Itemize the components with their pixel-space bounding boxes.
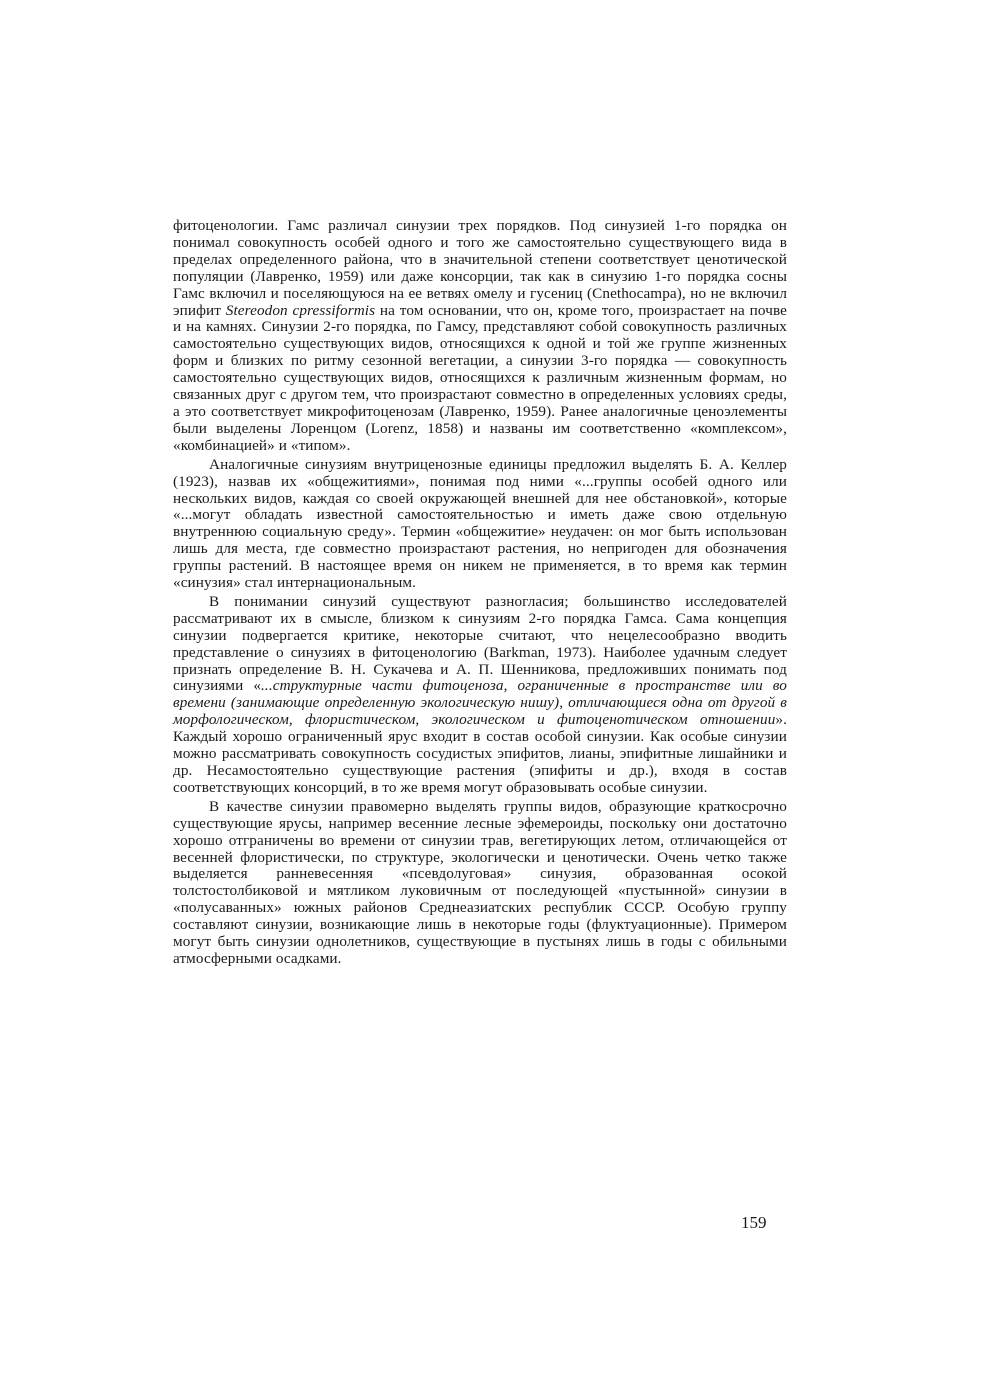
- paragraph-2: [173, 457, 787, 592]
- paragraph-3-text-b: ». Каждый хорошо ограниченный ярус входит в состав особой синузии. Как особые синузии можно рассматривать совокупность сосудистых эпифитов, лианы, эпифитные лишайники и др. Несамостоятельно существующие растения (эпифиты и др.), входя в состав соответствующих консорций, в то же время могут образовывать особые синузии.: [173, 711, 787, 796]
- paragraph-1-species-name: Stereodon cpressiformis: [225, 301, 376, 319]
- paragraph-1-text-b: на том основании, что он, кроме того, произрастает на почве и на камнях. Синузии 2-го порядка, по Гамсу, представляют собой совокупность различных самостоятельно существующих видов, относящихся к одной и той же группе жизненных форм и близких по ритму сезонной вегетации, а синузии 3-го порядка — совокупность самостоятельно существующих видов, относящихся к различным жизненным формам, но связанных друг с другом тем, что произрастают совместно в определенных условиях среды, а это соответствует микрофитоценозам (Лавренко, 1959). Ранее аналогичные ценоэлементы были выделены Лоренцом (Lorenz, 1858) и названы им соответственно «комплексом», «комбинацией» и «типом».: [173, 301, 787, 454]
- paragraph-3-definition-quote: ...структурные части фитоценоза, ограниченные в пространстве или во времени (занимающие определенную экологическую нишу), отличающиеся одна от другой в морфологическом, флористическом, экологическом и фитоценотическом отношении: [173, 677, 787, 729]
- paragraph-3-text-a: В понимании синузий существуют разногласия; большинство исследователей рассматривают их в смысле, близком к синузиям 2-го порядка Гамса. Сама концепция синузии подвергается критике, некоторые считают, что нецелесообразно вводить представление о синузиях в фитоценологию (Barkman, 1973). Наиболее удачным следует признать определение В. Н. Сукачева и А. П. Шенникова, предложивших понимать под синузиями «: [173, 592, 787, 695]
- paragraph-4: [173, 799, 787, 968]
- paragraph-4-text: В качестве синузии правомерно выделять группы видов, образующие краткосрочно существующие ярусы, например весенние лесные эфемероиды, поскольку они достаточно хорошо отграничены во времени от синузии трав, вегетирующих летом, отличающейся от весенней флористически, по структуре, экологически и ценотически. Очень четко также выделяется ранневесенняя «псевдолуговая» синузия, образованная осокой толстостолбиковой и мятликом луковичным от последующей «пустынной» синузии в «полусаванных» южных районов Среднеазиатских республик СССР. Особую группу составляют синузии, возникающие лишь в некоторые годы (флуктуационные). Примером могут быть синузии однолетников, существующие в пустынях лишь в годы с обильными атмосферными осадками.: [173, 797, 787, 967]
- paragraph-3: [173, 594, 787, 797]
- page-number: 159: [741, 1213, 767, 1232]
- paragraph-2-text: Аналогичные синузиям внутриценозные единицы предложил выделять Б. А. Келлер (1923), назвав их «общежитиями», понимая под ними «...группы особей одного или нескольких видов, каждая со своей окружающей внешней для нее обстановкой», которые «...могут обладать известной самостоятельностью и иметь даже свою отдельную внутреннюю социальную среду». Термин «общежитие» неудачен: он мог быть использован лишь для места, где совместно произрастают растения, но непригоден для обозначения группы растений. В настоящее время он никем не применяется, в то время как термин «синузия» стал интернациональным.: [173, 455, 787, 592]
- page-body: [173, 218, 787, 968]
- paragraph-1-text-a: фитоценологии. Гамс различал синузии трех порядков. Под синузией 1-го порядка он понимал совокупность особей одного и того же самостоятельно существующего вида в пределах определенного района, что в значительной степени соответствует ценотической популяции (Лавренко, 1959) или даже консорции, так как в синузию 1-го порядка сосны Гамс включил и поселяющуюся на ее ветвях омелу и гусениц (Cnethocampa), но не включил эпифит: [173, 217, 787, 319]
- paragraph-1: [173, 218, 787, 455]
